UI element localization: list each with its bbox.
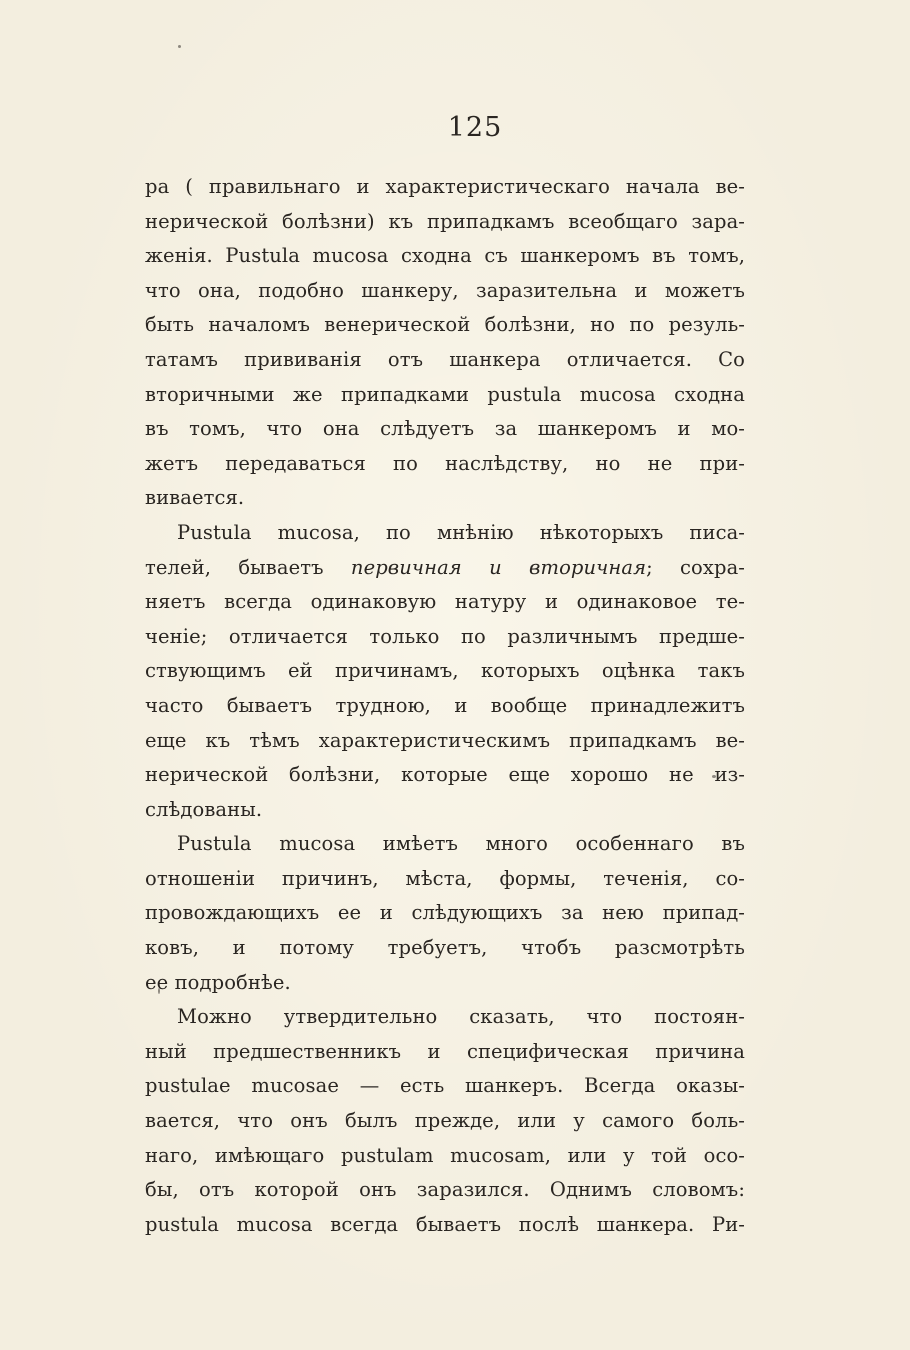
text-line: Pustula mucosa, по мнѣнію нѣкоторыхъ писа- (177, 520, 745, 544)
text-line: pustulae mucosae — есть шанкеръ. Всегда оказы- (145, 1074, 745, 1098)
text-line: Можно утвердительно сказать, что постоян- (177, 1005, 745, 1029)
text-line: вивается. (145, 486, 245, 510)
text-line: еще къ тѣмъ характеристическимъ припадкамъ ве- (145, 728, 745, 752)
text-line: женія. Pustula mucosa сходна съ шанкеромъ въ томъ, (145, 244, 745, 268)
text-line: ствующимъ ей причинамъ, которыхъ оцѣнка такъ (145, 659, 745, 683)
text-run: телей, бываетъ (145, 555, 351, 579)
text-line: нерической болѣзни) къ припадкамъ всеобщаго зара- (145, 209, 745, 233)
text-line: слѣдованы. (145, 797, 263, 821)
text-line: что она, подобно шанкеру, заразительна и можетъ (145, 278, 745, 302)
text-line: вторичными же припадками pustula mucosa сходна (145, 382, 745, 406)
text-line: отношеніи причинъ, мѣста, формы, теченія, со- (145, 866, 745, 890)
italic-phrase: первичная и вторичная (350, 555, 647, 579)
text-line: провождающихъ ее и слѣдующихъ за нею припад- (145, 901, 745, 925)
text-line: вается, что онъ былъ прежде, или у самого боль- (145, 1109, 745, 1133)
text-line-with-italic (145, 551, 745, 586)
text-line: няетъ всегда одинаковую натуру и одинаковое те- (145, 590, 745, 614)
body-text (145, 170, 745, 1242)
text-line: жетъ передаваться по наслѣдству, но не при- (145, 451, 745, 475)
text-line: татамъ прививанія отъ шанкера отличается. Со (145, 347, 745, 371)
text-line: нерической болѣзни, которые еще хорошо не из- (145, 763, 745, 787)
page-number: 125 (447, 112, 503, 143)
text-line: наго, имѣющаго pustulam mucosam, или у той осо- (145, 1143, 745, 1167)
text-line: ный предшественникъ и специфическая причина (145, 1039, 745, 1063)
text-line: pustula mucosa всегда бываетъ послѣ шанкера. Ри- (145, 1212, 745, 1236)
text-line: ченіе; отличается только по различнымъ предше- (145, 624, 745, 648)
text-line: бы, отъ которой онъ заразился. Однимъ словомъ: (145, 1178, 745, 1202)
text-line: часто бываетъ трудною, и вообще принадлежитъ (145, 693, 745, 717)
text-line: ковъ, и потому требуетъ, чтобъ разсмотрѣть (145, 936, 745, 960)
text-line: Pustula mucosa имѣетъ много особеннаго въ (177, 832, 745, 856)
text-run: ; сохра- (646, 555, 745, 579)
text-line: въ томъ, что она слѣдуетъ за шанкеромъ и мо- (145, 417, 745, 441)
ink-speck (178, 45, 181, 48)
text-line: ра ( правильнаго и характеристическаго начала ве- (145, 175, 745, 198)
text-line: ее подробнѣе. (145, 970, 291, 994)
text-line: быть началомъ венерической болѣзни, но по резуль- (145, 313, 745, 337)
